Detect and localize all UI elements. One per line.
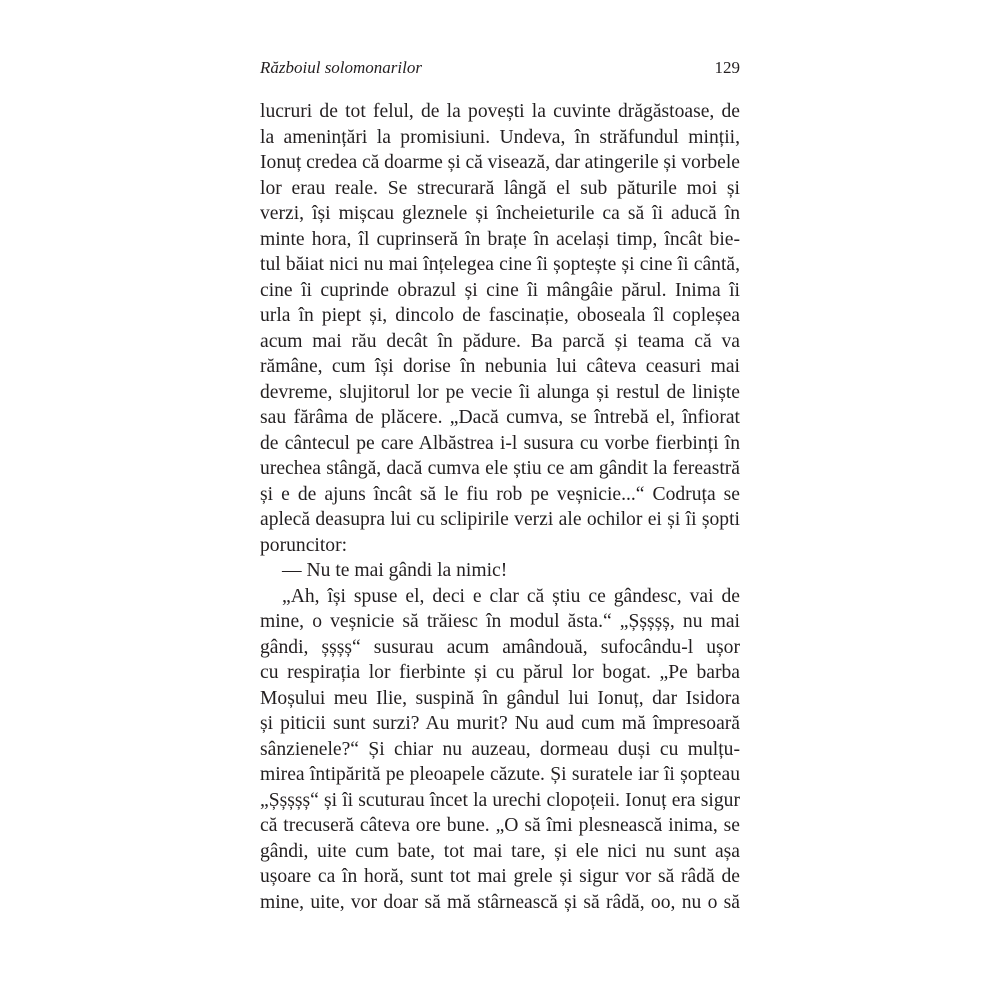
body-text [260, 99, 740, 915]
page-header [260, 56, 740, 80]
text-line: la amenințări la promisiuni. Undeva, în străfundul minții, [260, 126, 740, 148]
text-line: urla în piept și, dincolo de fascinație, oboseala îl copleșea [260, 305, 740, 326]
page-number: 129 [714, 58, 740, 77]
text-line: că trecuseră câteva ore bune. „O să îmi plesnească inima, se [260, 815, 740, 836]
text-line: verzi, își mișcau gleznele și încheieturile ca să îi aducă în [260, 203, 740, 224]
text-line: Ionuț credea că doarme și că visează, dar atingerile și vorbele [260, 152, 740, 173]
text-line: mirea întipărită pe pleoapele căzute. Și suratele iar îi șopteau [260, 764, 740, 785]
text-line: gândi, șșșș“ susurau acum amândouă, sufocându-l ușor [260, 636, 740, 658]
text-line: gândi, uite cum bate, tot mai tare, și ele nici nu sunt așa [260, 840, 740, 862]
text-line: „Ah, își spuse el, deci e clar că știu ce gândesc, vai de [282, 585, 740, 607]
text-line: cine îi cuprinde obrazul și cine îi mângâie părul. Inima îi [260, 279, 740, 301]
text-line: „Șșșșș“ și îi scuturau încet la urechi clopoțeii. Ionuț era sigur [260, 789, 740, 811]
text-line: acum mai rău decât în pădure. Ba parcă și teama că va [260, 330, 740, 352]
text-line: și e de ajuns încât să le fiu rob pe veșnicie...“ Codruța se [260, 483, 740, 505]
text-line: lucruri de tot felul, de la povești la cuvinte drăgăstoase, de [260, 101, 740, 122]
text-line: rămâne, cum își dorise în nebunia lui câteva ceasuri mai [260, 356, 740, 377]
text-line: mine, uite, vor doar să mă stârnească și să râdă, oo, nu o să [260, 891, 740, 913]
running-title: Războiul solomonarilor [260, 58, 422, 77]
text-line: aplecă deasupra lui cu sclipirile verzi ale ochilor ei și îi șopti [260, 509, 740, 530]
text-line: poruncitor: [260, 534, 348, 556]
text-line: Moșului meu Ilie, suspină în gândul lui Ionuț, dar Isidora [260, 687, 740, 709]
text-line: — Nu te mai gândi la nimic! [282, 560, 508, 581]
text-line: de cântecul pe care Albăstrea i-l susura cu vorbe fierbinți în [260, 432, 740, 454]
text-line: mine, o veșnicie să trăiesc în modul ăsta.“ „Șșșșș, nu mai [260, 611, 740, 632]
text-line: și piticii sunt surzi? Au murit? Nu aud cum mă împresoară [260, 713, 740, 734]
text-line: devreme, slujitorul lor pe vecie îi alunga și restul de liniște [260, 381, 740, 403]
text-line: lor erau reale. Se strecurară lângă el sub păturile moi și [260, 177, 740, 199]
text-line: tul băiat nici nu mai înțelegea cine îi șoptește și cine îi cântă, [260, 254, 740, 275]
text-line: urechea stângă, dacă cumva ele știu ce am gândit la fereastră [260, 458, 740, 479]
text-line: sânzienele?“ Și chiar nu auzeau, dormeau duși cu mulțu- [260, 738, 740, 760]
text-line: ușoare ca în horă, sunt tot mai grele și sigur vor să râdă de [260, 866, 740, 887]
text-line: sau fărâma de plăcere. „Dacă cumva, se întrebă el, înfiorat [260, 407, 740, 428]
text-line: cu respirația lor fierbinte și cu părul lor bogat. „Pe barba [260, 662, 740, 683]
text-line: minte hora, îl cuprinseră în brațe în același timp, încât bie- [260, 228, 740, 250]
